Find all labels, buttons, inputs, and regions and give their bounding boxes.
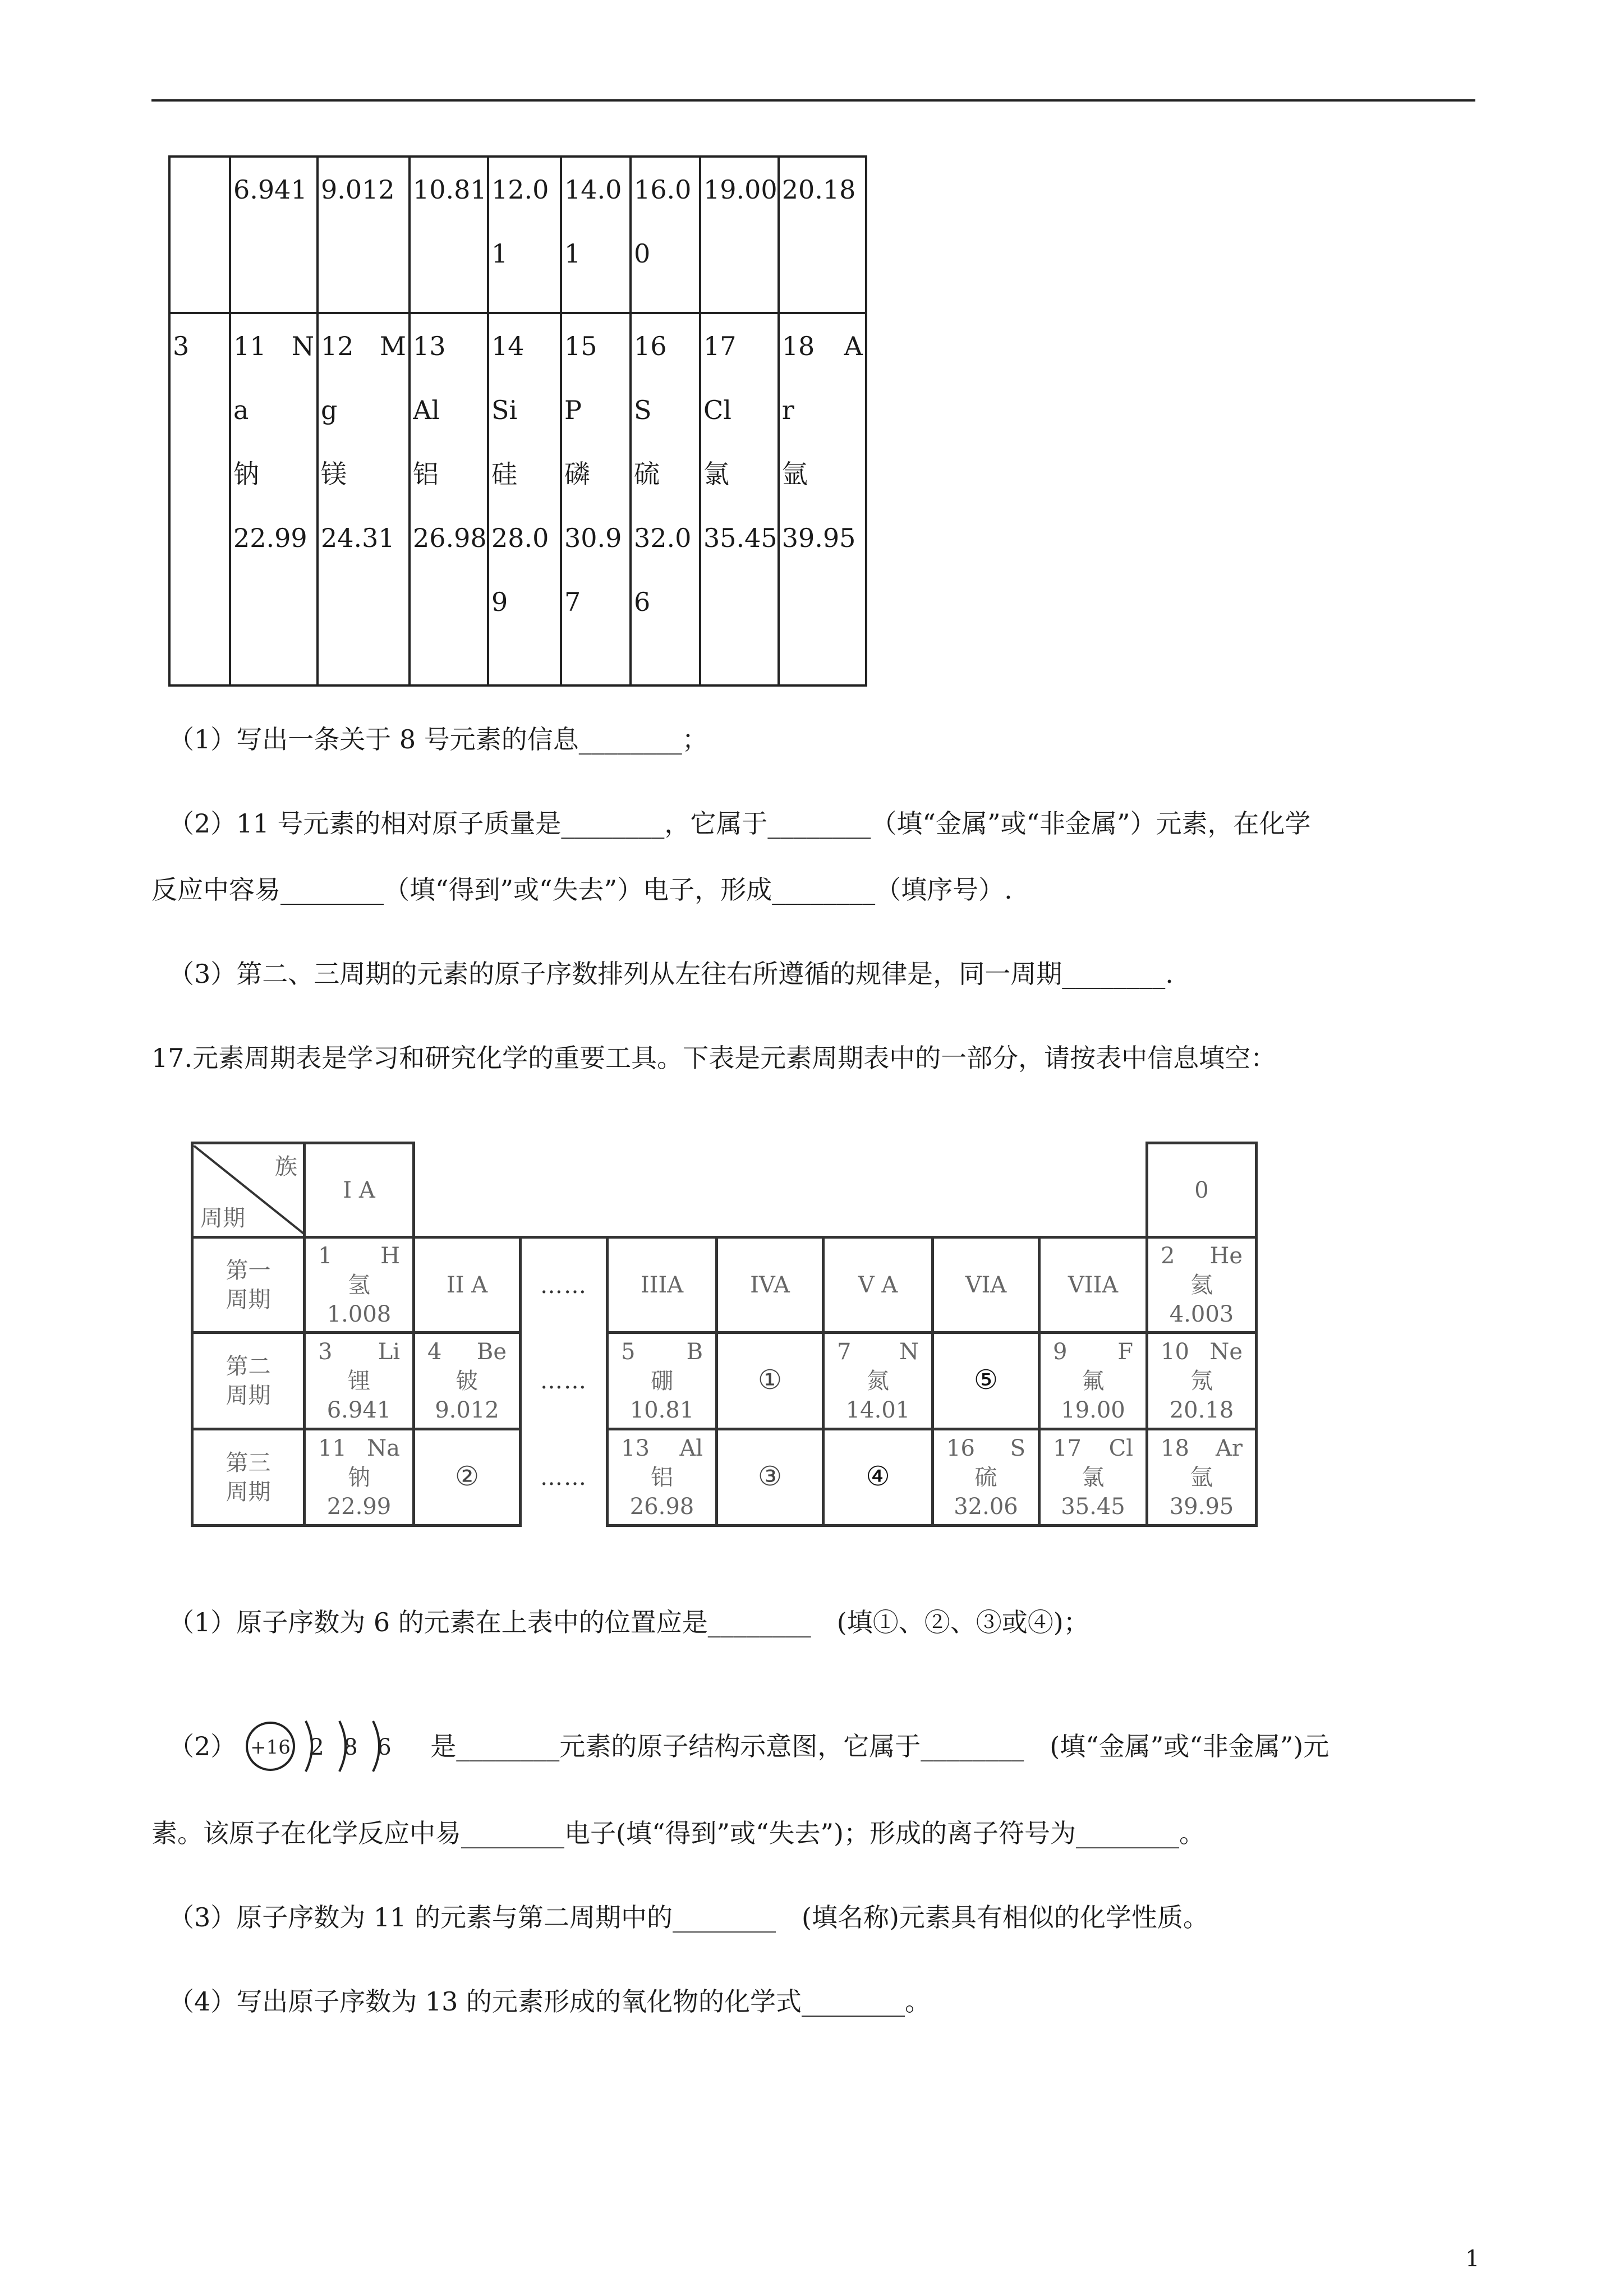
group-zero-header: 0: [1147, 1143, 1257, 1237]
table-row: [192, 1333, 1257, 1429]
table-row: [192, 1429, 1257, 1526]
shell-electron-count: 8: [343, 1734, 358, 1760]
blank-position-3: ③: [717, 1429, 823, 1526]
nucleus-charge: +16: [250, 1736, 291, 1759]
ellipsis: ……: [540, 1464, 587, 1490]
table-row: [169, 313, 866, 685]
question-text: （2）11 号元素的相对原子质量是________，它属于________（填“金属”或“非金属”）元素，在化学: [168, 808, 1311, 839]
element-s: 16 S 硫 32.06: [933, 1429, 1039, 1526]
element-be: 4 Be 铍 9.012: [414, 1333, 521, 1429]
question-text: （1）写出一条关于 8 号元素的信息________；: [168, 724, 708, 754]
question-text: （2） +16 2 8 6 是________元素的原子结构示意图，它属于________ (填“金属”或“非金属”)元: [168, 1715, 1329, 1777]
table-cell: 20.18: [779, 157, 866, 313]
question-text: 反应中容易________（填“得到”或“失去”）电子，形成________（填序号）.: [151, 875, 1013, 905]
element-li: 3 Li 锂 6.941: [305, 1333, 414, 1429]
ellipsis: ……: [540, 1368, 587, 1394]
table-cell: 9.012: [318, 157, 410, 313]
question-text: （3）原子序数为 11 的元素与第二周期中的________ (填名称)元素具有相似的化学性质。: [168, 1902, 1209, 1932]
question-text: （3）第二、三周期的元素的原子序数排列从左往右所遵循的规律是，同一周期________.: [168, 959, 1174, 989]
header-rule: [151, 99, 1475, 102]
table-cell: 12.0 1: [488, 157, 561, 313]
period-label: 第三周期: [192, 1429, 305, 1526]
table-cell: 12 M g 镁 24.31: [318, 313, 410, 685]
element-h: 1 H 氢 1.008: [305, 1237, 414, 1333]
shell-electron-count: 2: [310, 1734, 325, 1760]
periodic-table-image: [191, 1142, 1258, 1527]
period-label: 第一周期: [192, 1237, 305, 1333]
group-header: IIIA: [608, 1237, 717, 1333]
corner-cell: [192, 1143, 305, 1237]
question-text: （4）写出原子序数为 13 的元素形成的氧化物的化学式________。: [168, 1986, 931, 2017]
element-ar: 18 Ar 氩 39.95: [1147, 1429, 1257, 1526]
blank-position-2: ②: [414, 1429, 521, 1526]
page-number: 1: [1465, 2246, 1480, 2272]
row-label: [169, 157, 230, 313]
group-header: VIA: [933, 1237, 1039, 1333]
table-cell: 6.941: [230, 157, 318, 313]
period-header: 周期: [200, 1205, 245, 1231]
periodic-table-fragment: [168, 155, 867, 687]
element-al: 13 Al 铝 26.98: [608, 1429, 717, 1526]
ellipsis: ……: [540, 1272, 587, 1299]
group-header: VIIA: [1039, 1237, 1147, 1333]
table-cell: 11 N a 钠 22.99: [230, 313, 318, 685]
element-he: 2 He 氦 4.003: [1147, 1237, 1257, 1333]
table-cell: 18 A r 氩 39.95: [779, 313, 866, 685]
question-text: 素。该原子在化学反应中易________电子(填“得到”或“失去”)；形成的离子符号为________。: [151, 1818, 1205, 1848]
group-header: 族: [275, 1153, 297, 1180]
table-cell: 19.00: [700, 157, 779, 313]
atomic-structure-diagram: [240, 1715, 408, 1777]
element-ne: 10 Ne 氖 20.18: [1147, 1333, 1257, 1429]
element-f: 9 F 氟 19.00: [1039, 1333, 1147, 1429]
question-stem: 17.元素周期表是学习和研究化学的重要工具。下表是元素周期表中的一部分，请按表中信息填空：: [151, 1043, 1277, 1073]
element-cl: 17 Cl 氯 35.45: [1039, 1429, 1147, 1526]
table-cell: 16.0 0: [631, 157, 700, 313]
shell-electron-count: 6: [377, 1734, 392, 1760]
element-na: 11 Na 钠 22.99: [305, 1429, 414, 1526]
group-iia-header: II A: [414, 1237, 521, 1333]
period-label: 第二周期: [192, 1333, 305, 1429]
table-cell: 15 P 磷 30.9 7: [561, 313, 631, 685]
element-n: 7 N 氮 14.01: [823, 1333, 933, 1429]
table-cell: 13 Al 铝 26.98: [410, 313, 488, 685]
blank-position-4: ④: [823, 1429, 933, 1526]
row-label: 3: [169, 313, 230, 685]
spacer: [414, 1143, 1147, 1237]
table-cell: 14.0 1: [561, 157, 631, 313]
element-b: 5 B 硼 10.81: [608, 1333, 717, 1429]
table-cell: 14 Si 硅 28.0 9: [488, 313, 561, 685]
group-ia-header: I A: [305, 1143, 414, 1237]
blank-position-5: ⑤: [933, 1333, 1039, 1429]
table-row: [192, 1143, 1257, 1237]
table-row: [169, 157, 866, 313]
group-header: V A: [823, 1237, 933, 1333]
group-header: IVA: [717, 1237, 823, 1333]
table-cell: 10.81: [410, 157, 488, 313]
table-row: [192, 1237, 1257, 1333]
blank-position-1: ①: [717, 1333, 823, 1429]
table-cell: 17 Cl 氯 35.45: [700, 313, 779, 685]
table-cell: 16 S 硫 32.0 6: [631, 313, 700, 685]
question-text: （1）原子序数为 6 的元素在上表中的位置应是________ (填①、②、③或④)；: [168, 1607, 1089, 1637]
